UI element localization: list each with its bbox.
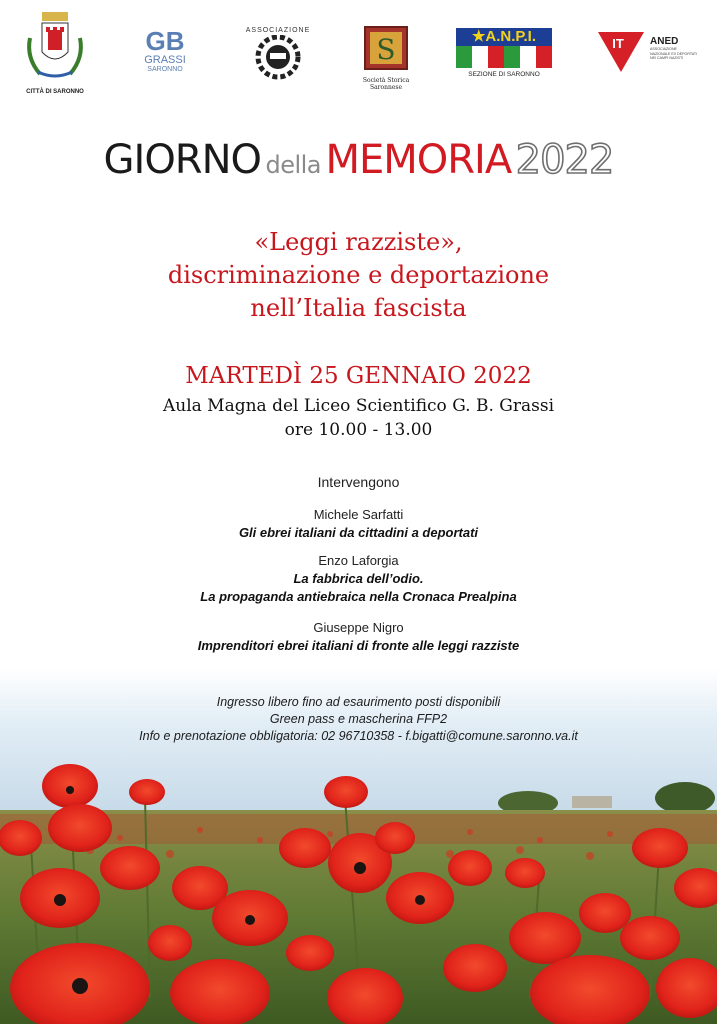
speaker-1 bbox=[0, 506, 717, 542]
info-line-2: Green pass e mascherina FFP2 bbox=[269, 712, 448, 726]
speaker-talk: Gli ebrei italiani da cittadini a deportati bbox=[238, 525, 479, 540]
aned-caption: ASSOCIAZIONE NAZIONALE EX DEPORTATI NEI CAMPI NAZISTI bbox=[650, 47, 698, 60]
title-giorno: GIORNO bbox=[103, 137, 262, 183]
anpi-logo bbox=[456, 28, 552, 78]
subtitle-line-2: discriminazione e deportazione bbox=[167, 261, 550, 289]
title-della: della bbox=[265, 151, 322, 179]
title-memoria: MEMORIA bbox=[325, 137, 512, 183]
aned-code: IT bbox=[612, 36, 624, 51]
info-line-3: Info e prenotazione obbligatoria: 02 96710358 - f.bigatti@comune.saronno.va.it bbox=[139, 729, 578, 743]
anpi-banner bbox=[456, 28, 552, 46]
societa-storica-logo bbox=[356, 26, 416, 91]
grassi-city: SARONNO bbox=[147, 66, 183, 73]
event-date: MARTEDÌ 25 GENNAIO 2022 bbox=[185, 363, 532, 389]
gear-icon bbox=[248, 35, 308, 83]
event-subtitle bbox=[0, 226, 717, 325]
svg-text:S: S bbox=[376, 33, 396, 66]
societa-caption: Società Storica Saronnese bbox=[362, 77, 410, 91]
anpi-caption: SEZIONE DI SARONNO bbox=[468, 71, 540, 78]
speaker-talk: Imprenditori ebrei italiani di fronte alle leggi razziste bbox=[197, 638, 520, 653]
grassi-mark: GB bbox=[145, 26, 185, 56]
associazione-logo bbox=[240, 26, 316, 88]
event-venue: Aula Magna del Liceo Scientifico G. B. Grassi bbox=[162, 396, 555, 416]
aned-name: ANED bbox=[650, 36, 679, 47]
anpi-text: ★A.N.P.I. bbox=[471, 28, 537, 45]
illuminated-letter-icon bbox=[364, 26, 408, 70]
anpi-stripes bbox=[456, 46, 552, 68]
speaker-talk: La propaganda antiebraica nella Cronaca Prealpina bbox=[200, 589, 517, 604]
event-hours: ore 10.00 - 13.00 bbox=[284, 420, 433, 440]
saronno-crest-icon bbox=[22, 8, 88, 90]
grassi-name: GRASSI bbox=[144, 54, 186, 66]
title-year: 2022 bbox=[515, 137, 614, 183]
subtitle-line-3: nell’Italia fascista bbox=[250, 294, 467, 322]
associazione-caption: ASSOCIAZIONE bbox=[245, 27, 311, 34]
info-line-1: Ingresso libero fino ad esaurimento posti disponibili bbox=[216, 695, 501, 709]
speaker-3 bbox=[0, 619, 717, 655]
saronno-caption: CITTÀ DI SARONNO bbox=[26, 89, 84, 95]
speaker-talk: La fabbrica dell’odio. bbox=[293, 571, 424, 586]
subtitle-line-1: «Leggi razziste», bbox=[254, 228, 463, 256]
triangle-icon bbox=[598, 32, 644, 72]
speaker-name: Michele Sarfatti bbox=[313, 507, 404, 522]
speaker-2 bbox=[0, 552, 717, 606]
speaker-name: Giuseppe Nigro bbox=[313, 620, 404, 635]
page-title bbox=[0, 136, 717, 193]
speakers-intro: Intervengono bbox=[317, 474, 400, 490]
speaker-name: Enzo Laforgia bbox=[318, 553, 399, 568]
grassi-logo bbox=[132, 28, 198, 74]
logo-bar bbox=[0, 0, 717, 110]
saronno-logo bbox=[22, 8, 88, 96]
